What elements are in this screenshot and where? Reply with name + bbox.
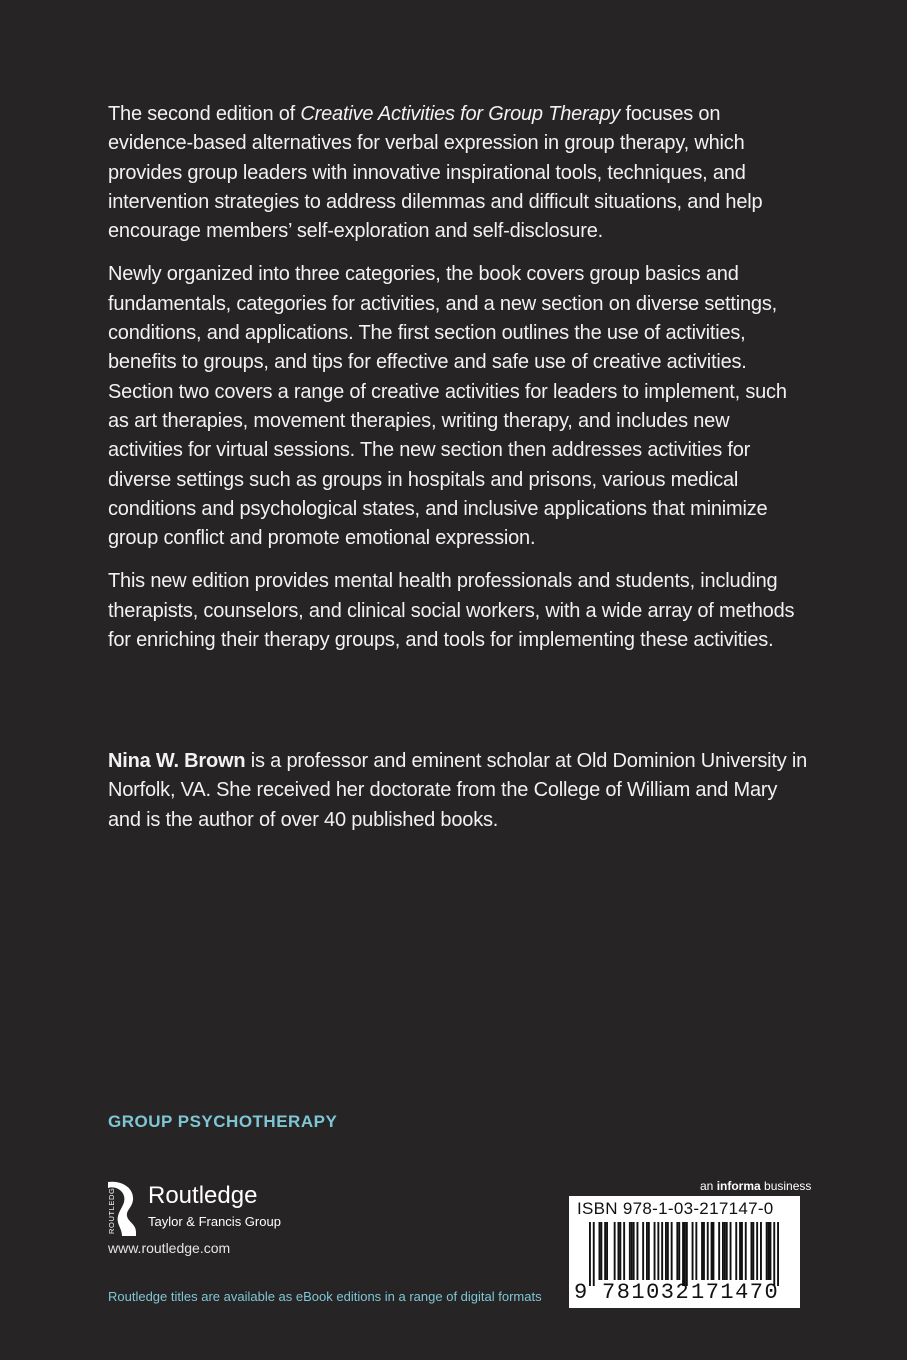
barcode-bar — [741, 1222, 743, 1280]
barcode-bar — [745, 1222, 747, 1280]
barcode-bar — [618, 1222, 620, 1280]
barcode-bar — [665, 1222, 667, 1280]
author-bio — [108, 747, 808, 835]
barcode-bar — [739, 1222, 741, 1280]
barcode-bar — [692, 1222, 694, 1280]
barcode-bar — [599, 1222, 601, 1280]
barcode-bar — [752, 1222, 754, 1280]
barcode-bar — [642, 1222, 644, 1280]
barcode-right-digits: 171470 — [691, 1280, 780, 1305]
informa-word: informa — [716, 1179, 761, 1193]
ebook-note: Routledge titles are available as eBook editions in a range of digital formats — [108, 1289, 542, 1304]
barcode-first-digit: 9 — [574, 1280, 588, 1305]
barcode-bar — [629, 1222, 631, 1280]
barcode-bar — [726, 1222, 728, 1280]
barcode-bar — [713, 1222, 715, 1280]
barcode-bar — [623, 1222, 625, 1280]
barcode-bar — [667, 1222, 669, 1280]
barcode-bar — [686, 1222, 688, 1286]
barcode-bar — [676, 1222, 678, 1280]
publisher-name: Routledge — [148, 1182, 258, 1209]
barcode-bar — [707, 1222, 709, 1280]
barcode-bar — [600, 1222, 602, 1280]
barcode-bar — [671, 1222, 673, 1280]
barcode-bar — [604, 1222, 606, 1280]
barcode-bar — [711, 1222, 713, 1280]
description-paragraph-1 — [108, 100, 808, 246]
description-paragraph-3: This new edition provides mental health professionals and students, including therapists, counselors, and clinical social workers, with a wide array of methods for enriching their therapy groups, and tools for implementing these activities. — [108, 570, 795, 652]
barcode-bar — [606, 1222, 608, 1280]
barcode-bar — [654, 1222, 656, 1280]
book-title-italic: Creative Activities for Group Therapy — [300, 103, 621, 125]
barcode-bar — [760, 1222, 762, 1280]
informa-business-label — [700, 1179, 811, 1193]
barcode-bar — [730, 1222, 732, 1280]
barcode-bar — [703, 1222, 705, 1280]
barcode-bar — [773, 1222, 775, 1286]
barcode-bar — [682, 1222, 684, 1286]
barcode-bar — [657, 1222, 659, 1280]
publisher-group: Taylor & Francis Group — [148, 1214, 281, 1229]
isbn-barcode — [569, 1196, 800, 1308]
barcode-bar — [637, 1222, 639, 1280]
barcode-bar — [631, 1222, 633, 1280]
p1-text: The second edition of — [108, 103, 301, 125]
barcode-bar — [722, 1222, 724, 1280]
barcode-bar — [684, 1222, 686, 1286]
author-bio-text: is a professor and eminent scholar at Old Dominion University in Norfolk, VA. She received her doctorate from the College of William and Mary and is the author of over 40 published books. — [108, 750, 808, 831]
barcode-bar — [718, 1222, 720, 1280]
subject-category: GROUP PSYCHOTHERAPY — [108, 1112, 338, 1131]
barcode-left-digits: 781032 — [602, 1280, 691, 1305]
description — [108, 100, 808, 669]
isbn-label: ISBN 978-1-03-217147-0 — [577, 1199, 774, 1218]
barcode-bar — [619, 1222, 621, 1280]
author-name: Nina W. Brown — [108, 750, 246, 772]
routledge-vertical-wordmark: ROUTLEDGE — [107, 1181, 116, 1234]
barcode-bar — [766, 1222, 768, 1280]
publisher-website[interactable]: www.routledge.com — [108, 1240, 231, 1256]
barcode-bar — [589, 1222, 591, 1286]
barcode-bar — [593, 1222, 595, 1286]
barcode-bar — [777, 1222, 779, 1286]
p1-text-continued: focuses on evidence-based alternatives for verbal expression in group therapy, which provides group leaders with innovative inspirational tools, techniques, and intervention strategies to address dilemmas and difficult situations, and help encourage members’ self-exploration and self-disclosure. — [108, 103, 763, 243]
barcode-bar — [724, 1222, 726, 1280]
barcode-bar — [661, 1222, 663, 1280]
barcode-bar — [648, 1222, 650, 1280]
barcode-bar — [701, 1222, 703, 1280]
barcode-bar — [751, 1222, 753, 1280]
informa-prefix: an — [700, 1179, 717, 1193]
barcode-bar — [770, 1222, 772, 1280]
description-paragraph-2: Newly organized into three categories, the book covers group basics and fundamentals, categories for activities, and a new section on diverse settings, conditions, and applications. The first section outlines the use of activities, benefits to groups, and tips for effective and safe use of creative activities. Section two covers a range of creative activities for leaders to implement, such as art therapies, movement therapies, writing therapy, and includes new activities for virtual sessions. The new section then addresses activities for diverse settings such as groups in hospitals and prisons, various medical conditions and psychological states, and inclusive applications that minimize group conflict and promote emotional expression. — [108, 263, 787, 550]
barcode-bar — [646, 1222, 648, 1280]
barcode-bar — [756, 1222, 758, 1280]
informa-suffix: business — [760, 1179, 812, 1193]
barcode-bar — [678, 1222, 680, 1280]
barcode-bar — [768, 1222, 770, 1280]
barcode-bar — [735, 1222, 737, 1280]
routledge-head-icon — [100, 1180, 140, 1236]
barcode-bar — [695, 1222, 697, 1280]
barcode-bar — [633, 1222, 635, 1280]
barcode-bar — [614, 1222, 616, 1280]
